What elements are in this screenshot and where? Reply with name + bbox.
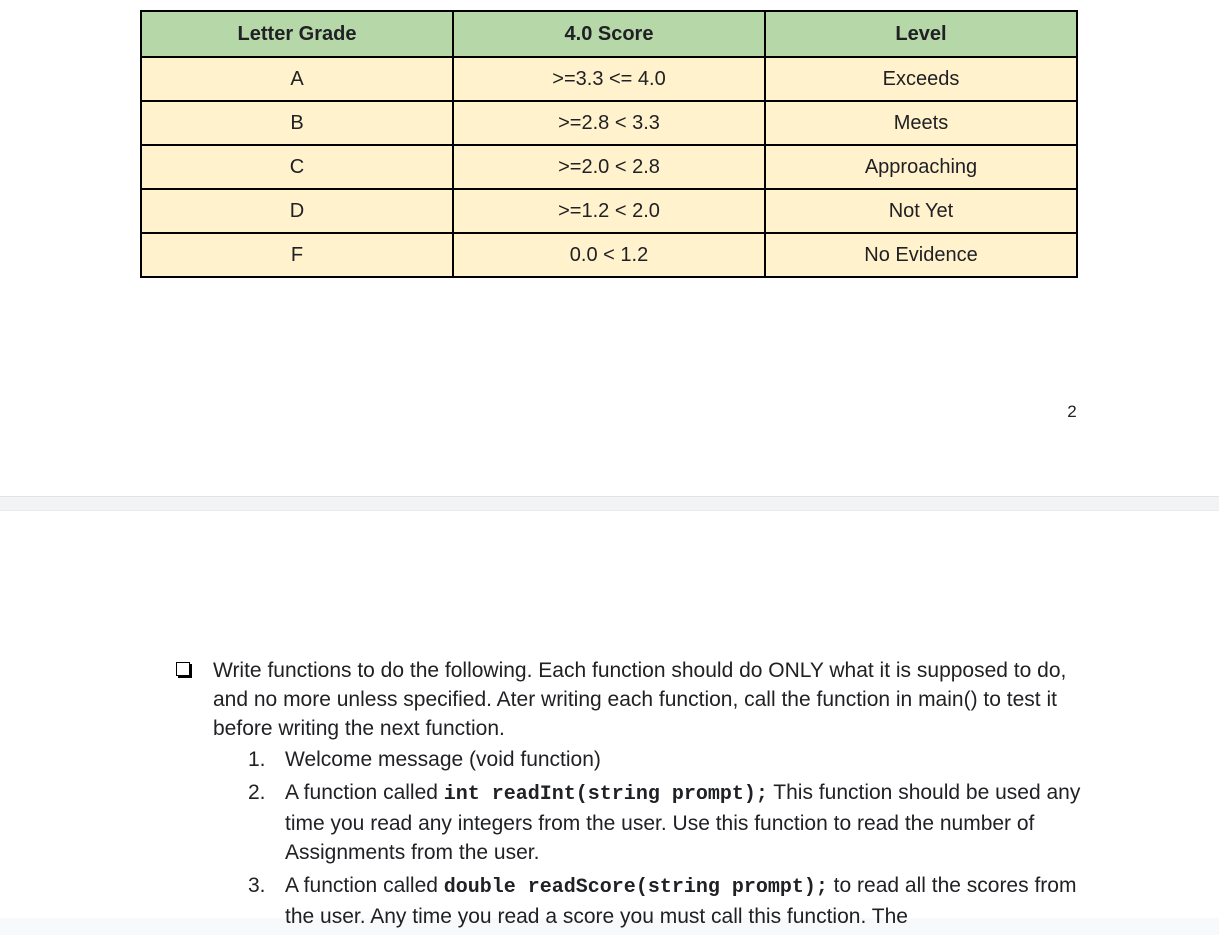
table-header-row [141,11,1077,57]
task-list-item [176,656,1086,935]
function-signature: double readScore(string prompt); [443,876,828,899]
list-item [248,778,1086,867]
checkbox-icon [176,662,190,676]
cell-letter: C [141,145,453,189]
step-number: 1. [248,748,266,771]
page-separator [0,496,1219,511]
header-letter-grade: Letter Grade [141,11,453,57]
cell-level: Meets [765,101,1077,145]
table-row [141,189,1077,233]
function-signature: int readInt(string prompt); [443,783,768,806]
step-number: 2. [248,781,266,804]
list-item [248,871,1086,931]
table-row [141,233,1077,277]
page-number: 2 [1067,402,1077,421]
task-instructions: Write functions to do the following. Each function should do ONLY what it is supposed to do, and no more unless specified. Ater writing each function, call the function in main() to test it before writing the next function. [213,659,1067,740]
cell-score: >=3.3 <= 4.0 [453,57,765,101]
cell-level: Not Yet [765,189,1077,233]
table-row [141,57,1077,101]
cell-score: >=2.8 < 3.3 [453,101,765,145]
cell-level: Exceeds [765,57,1077,101]
step-text: A function called [285,874,444,897]
steps-list [176,745,1086,931]
table-row [141,101,1077,145]
header-level: Level [765,11,1077,57]
step-number: 3. [248,874,266,897]
header-score: 4.0 Score [453,11,765,57]
table-row [141,145,1077,189]
document-page-2 [0,511,1219,928]
cell-level: No Evidence [765,233,1077,277]
cell-letter: A [141,57,453,101]
grade-scale-table [140,10,1078,278]
list-item [248,745,1086,774]
cell-score: >=2.0 < 2.8 [453,145,765,189]
step-text: to read all the scores from the user. Any time you read a score you must call this function. The [285,874,1077,928]
cell-letter: F [141,233,453,277]
cell-score: >=1.2 < 2.0 [453,189,765,233]
step-text: A function called [285,781,444,804]
step-text: Welcome message (void function) [285,748,601,771]
cell-level: Approaching [765,145,1077,189]
cell-letter: B [141,101,453,145]
step-text: This function should be used any time you read any integers from the user. Use this function to read the number of Assignments from the user. [285,781,1081,864]
cell-letter: D [141,189,453,233]
cell-score: 0.0 < 1.2 [453,233,765,277]
